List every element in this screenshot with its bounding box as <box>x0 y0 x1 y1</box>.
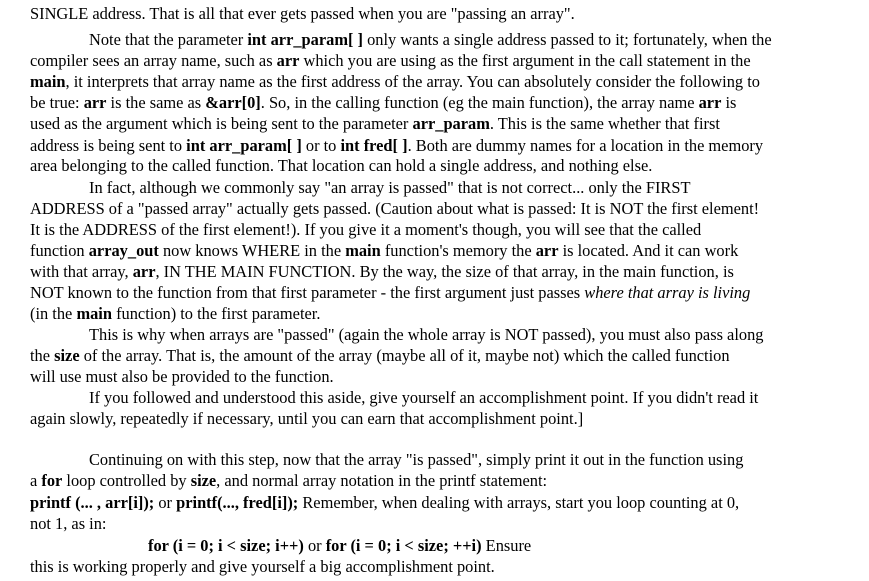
text-run: only wants a single address passed to it; fortunately, when the <box>363 30 772 49</box>
bold-text: main <box>30 72 66 91</box>
text-line <box>30 492 739 513</box>
text-run: is the same as <box>106 93 206 112</box>
text-line <box>89 177 690 198</box>
text-line <box>30 198 759 219</box>
text-run: not 1, as in: <box>30 514 107 533</box>
bold-text: for (i = 0; i < size; ++i) <box>325 536 482 555</box>
text-run: function <box>30 241 89 260</box>
bold-text: arr <box>132 262 156 281</box>
text-run: Ensure <box>481 536 532 555</box>
bold-text: arr <box>698 93 722 112</box>
text-line <box>30 50 751 71</box>
text-run: which you are using as the first argument in the call statement in the <box>299 51 751 70</box>
text-line <box>148 535 531 556</box>
text-run: . This is the same whether that first <box>489 114 720 133</box>
bold-text: arr <box>535 241 559 260</box>
bold-text: main <box>76 304 112 323</box>
text-run: In fact, although we commonly say "an array is passed" that is not correct... only the FIRST <box>89 178 691 197</box>
text-line <box>30 3 575 24</box>
text-run: Note that the parameter <box>89 30 248 49</box>
text-line <box>30 113 720 134</box>
text-line <box>30 303 320 324</box>
text-line <box>89 449 743 470</box>
text-run: is located. And it can work <box>558 241 739 260</box>
text-run: ADDRESS of a "passed array" actually gets passed. (Caution about what is passed: It is NOT the first element! <box>30 199 760 218</box>
text-line <box>30 261 734 282</box>
text-run: used as the argument which is being sent to the parameter <box>30 114 413 133</box>
text-run: the <box>30 346 55 365</box>
text-line <box>89 387 758 408</box>
bold-text: arr <box>83 93 107 112</box>
bold-text: printf(..., fred[i]); <box>176 493 299 512</box>
text-run: of the array. That is, the amount of the array (maybe all of it, maybe not) which the called function <box>79 346 730 365</box>
text-line <box>30 219 701 240</box>
text-run: is <box>721 93 737 112</box>
text-run: It is the ADDRESS of the first element!). If you give it a moment's though, you will see that the called <box>30 220 702 239</box>
text-line <box>30 282 750 303</box>
text-run: (in the <box>30 304 77 323</box>
text-run: SINGLE address. That is all that ever gets passed when you are "passing an array". <box>30 4 575 23</box>
bold-text: arr <box>276 51 300 70</box>
text-run: loop controlled by <box>62 471 191 490</box>
text-run: or <box>154 493 177 512</box>
text-run: again slowly, repeatedly if necessary, until you can earn that accomplishment point.] <box>30 409 584 428</box>
text-run: be true: <box>30 93 84 112</box>
text-run: If you followed and understood this aside, give yourself an accomplishment point. If you didn't read it <box>89 388 759 407</box>
text-line <box>30 513 107 534</box>
text-run: , it interprets that array name as the first address of the array. You can absolutely consider the following to <box>65 72 760 91</box>
bold-text: printf (... , arr[i]); <box>30 493 155 512</box>
text-run: Continuing on with this step, now that the array "is passed", simply print it out in the function using <box>89 450 744 469</box>
text-run: address is being sent to <box>30 136 187 155</box>
bold-text: int fred[ ] <box>340 136 408 155</box>
bold-text: size <box>190 471 217 490</box>
text-run: . So, in the calling function (eg the main function), the array name <box>260 93 699 112</box>
text-run: or <box>303 536 326 555</box>
text-line <box>30 135 763 156</box>
text-line <box>30 470 547 491</box>
text-run: , and normal array notation in the printf statement: <box>216 471 548 490</box>
text-run: function's memory the <box>380 241 536 260</box>
bold-text: size <box>54 346 80 365</box>
bold-text: array_out <box>88 241 159 260</box>
text-line <box>30 240 738 261</box>
text-line <box>30 556 495 577</box>
text-run: or to <box>301 136 341 155</box>
text-run: NOT known to the function from that first parameter - the first argument just passes <box>30 283 585 302</box>
text-run: this is working properly and give yourself a big accomplishment point. <box>30 557 495 576</box>
text-line <box>30 408 583 429</box>
text-line <box>30 71 760 92</box>
bold-text: int arr_param[ ] <box>247 30 363 49</box>
text-line <box>30 366 334 387</box>
text-line <box>30 92 736 113</box>
text-run: , IN THE MAIN FUNCTION. By the way, the size of that array, in the main function, is <box>155 262 734 281</box>
text-run: will use must also be provided to the function. <box>30 367 334 386</box>
text-line <box>89 29 772 50</box>
text-run: now knows WHERE in the <box>158 241 346 260</box>
text-run: with that array, <box>30 262 133 281</box>
text-line <box>30 345 730 366</box>
italic-text: where that array is living <box>584 283 751 302</box>
bold-text: main <box>345 241 381 260</box>
text-line <box>30 155 652 176</box>
text-run: function) to the first parameter. <box>111 304 321 323</box>
text-run: a <box>30 471 42 490</box>
text-run: Remember, when dealing with arrays, start you loop counting at 0, <box>298 493 740 512</box>
bold-text: for (i = 0; i < size; i++) <box>148 536 304 555</box>
bold-text: int arr_param[ ] <box>186 136 302 155</box>
bold-text: &arr[0] <box>205 93 261 112</box>
text-line <box>89 324 763 345</box>
text-run: . Both are dummy names for a location in the memory <box>407 136 764 155</box>
bold-text: for <box>41 471 63 490</box>
text-run: This is why when arrays are "passed" (again the whole array is NOT passed), you must also pass along <box>89 325 764 344</box>
text-run: compiler sees an array name, such as <box>30 51 277 70</box>
text-run: area belonging to the called function. That location can hold a single address, and nothing else. <box>30 156 653 175</box>
bold-text: arr_param <box>412 114 490 133</box>
